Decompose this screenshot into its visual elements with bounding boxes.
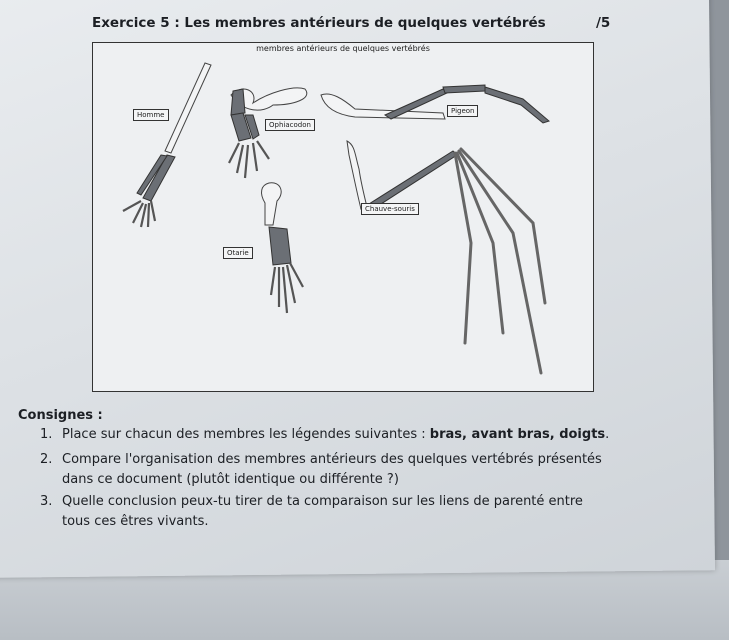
instruction-number: 1. <box>40 427 53 442</box>
label-homme: Homme <box>133 109 169 121</box>
instruction-3-continued: tous ces êtres vivants. <box>62 514 209 529</box>
human-arm-drawing <box>123 63 211 227</box>
pigeon-wing-drawing <box>321 85 549 123</box>
instruction-end: . <box>605 427 610 442</box>
instruction-number: 3. <box>40 494 53 509</box>
bones-illustration <box>93 43 593 391</box>
bat-wing-drawing <box>347 141 545 373</box>
instruction-text: Compare l'organisation des membres antérieurs des quelques vertébrés présentés <box>62 452 602 467</box>
label-chauve-souris: Chauve-souris <box>361 203 419 215</box>
instruction-3 <box>40 494 583 509</box>
instruction-text: Quelle conclusion peux-tu tirer de ta comparaison sur les liens de parenté entre <box>62 494 583 509</box>
instruction-keywords: bras, avant bras, doigts <box>429 427 606 442</box>
label-pigeon: Pigeon <box>447 105 478 117</box>
ophiacodon-limb-drawing <box>229 88 307 178</box>
instructions-heading: Consignes : <box>18 408 103 423</box>
instruction-2-continued: dans ce document (plutôt identique ou différente ?) <box>62 472 399 487</box>
instruction-number: 2. <box>40 452 53 467</box>
exercise-title: Exercice 5 : Les membres antérieurs de quelques vertébrés <box>92 15 546 31</box>
score-label: /5 <box>596 15 611 31</box>
figure-title: membres antérieurs de quelques vertébrés <box>256 44 430 53</box>
instruction-text: Place sur chacun des membres les légendes suivantes : <box>62 427 430 442</box>
label-ophiacodon: Ophiacodon <box>265 119 315 131</box>
label-otarie: Otarie <box>223 247 253 259</box>
forelimbs-figure <box>92 42 594 392</box>
instruction-1 <box>40 427 609 442</box>
instruction-2 <box>40 452 602 467</box>
sea-lion-flipper-drawing <box>262 183 303 313</box>
